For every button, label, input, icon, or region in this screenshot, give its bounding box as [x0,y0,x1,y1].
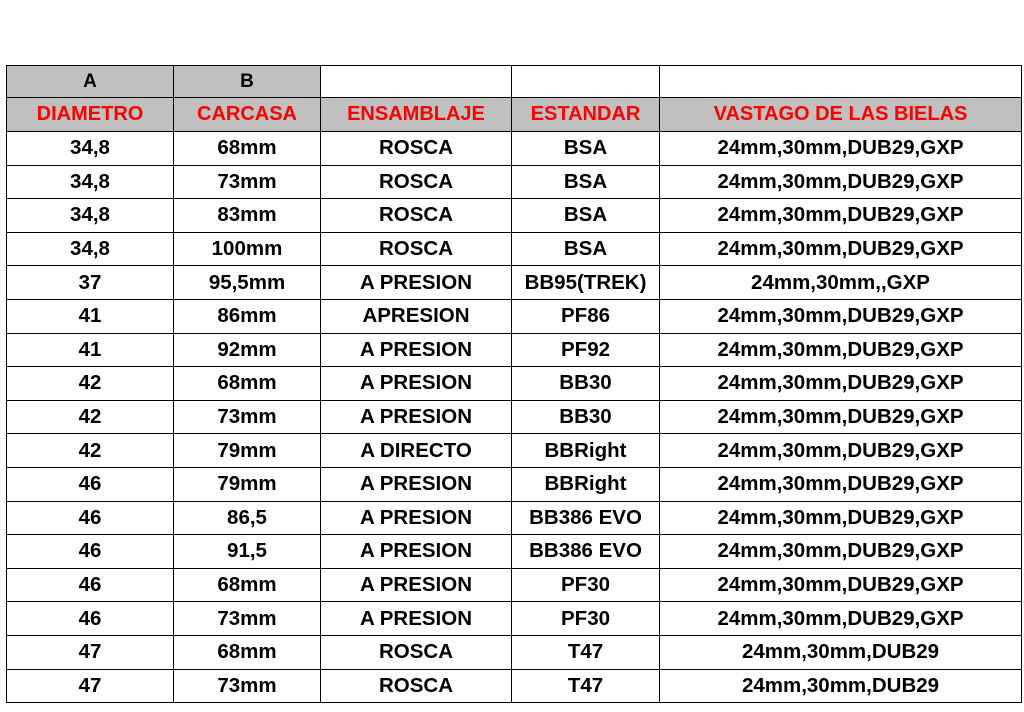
ensamblaje-cell: ROSCA [321,132,512,166]
ensamblaje-cell: A PRESION [321,467,512,501]
table-row [7,467,1022,501]
estandar-cell: BSA [512,199,660,233]
ensamblaje-cell: ROSCA [321,635,512,669]
carcasa-cell: 86,5 [174,501,321,535]
carcasa-cell: 83mm [174,199,321,233]
diametro-cell: 34,8 [7,199,174,233]
diametro-cell: 41 [7,299,174,333]
carcasa-cell: 79mm [174,467,321,501]
carcasa-cell: 68mm [174,132,321,166]
table-row [7,266,1022,300]
table-row [7,199,1022,233]
table-body [7,132,1022,703]
ensamblaje-cell: A PRESION [321,501,512,535]
carcasa-cell: 79mm [174,434,321,468]
vastago-cell: 24mm,30mm,,GXP [660,266,1022,300]
bottom-bracket-table [6,65,1022,703]
vastago-cell: 24mm,30mm,DUB29,GXP [660,333,1022,367]
table-row [7,669,1022,703]
diametro-cell: 41 [7,333,174,367]
diametro-cell: 47 [7,635,174,669]
diametro-cell: 46 [7,501,174,535]
ensamblaje-cell: APRESION [321,299,512,333]
carcasa-cell: 73mm [174,669,321,703]
ensamblaje-cell: A PRESION [321,400,512,434]
carcasa-cell: 73mm [174,602,321,636]
vastago-cell: 24mm,30mm,DUB29,GXP [660,568,1022,602]
estandar-cell: T47 [512,669,660,703]
table-row [7,400,1022,434]
diametro-cell: 46 [7,568,174,602]
table-row [7,635,1022,669]
diametro-cell: 46 [7,602,174,636]
header-estandar: ESTANDAR [512,98,660,132]
diametro-cell: 37 [7,266,174,300]
diametro-cell: 42 [7,400,174,434]
ensamblaje-cell: ROSCA [321,232,512,266]
table-row [7,232,1022,266]
estandar-cell: PF30 [512,568,660,602]
table-row [7,165,1022,199]
diametro-cell: 34,8 [7,165,174,199]
column-letter-row [7,66,1022,98]
ensamblaje-cell: ROSCA [321,669,512,703]
column-letter-b: B [174,66,321,98]
vastago-cell: 24mm,30mm,DUB29 [660,669,1022,703]
column-letter-blank [660,66,1022,98]
table-row [7,299,1022,333]
vastago-cell: 24mm,30mm,DUB29,GXP [660,535,1022,569]
vastago-cell: 24mm,30mm,DUB29,GXP [660,367,1022,401]
ensamblaje-cell: A DIRECTO [321,434,512,468]
column-letter-blank [321,66,512,98]
estandar-cell: PF30 [512,602,660,636]
estandar-cell: BB95(TREK) [512,266,660,300]
vastago-cell: 24mm,30mm,DUB29,GXP [660,299,1022,333]
ensamblaje-cell: A PRESION [321,602,512,636]
ensamblaje-cell: A PRESION [321,266,512,300]
carcasa-cell: 73mm [174,165,321,199]
ensamblaje-cell: A PRESION [321,367,512,401]
diametro-cell: 46 [7,535,174,569]
vastago-cell: 24mm,30mm,DUB29,GXP [660,199,1022,233]
ensamblaje-cell: ROSCA [321,165,512,199]
estandar-cell: BSA [512,165,660,199]
carcasa-cell: 92mm [174,333,321,367]
diametro-cell: 46 [7,467,174,501]
header-carcasa: CARCASA [174,98,321,132]
header-row [7,98,1022,132]
estandar-cell: BB386 EVO [512,501,660,535]
diametro-cell: 42 [7,434,174,468]
carcasa-cell: 86mm [174,299,321,333]
estandar-cell: BB30 [512,400,660,434]
carcasa-cell: 95,5mm [174,266,321,300]
table-row [7,602,1022,636]
ensamblaje-cell: ROSCA [321,199,512,233]
table-row [7,132,1022,166]
ensamblaje-cell: A PRESION [321,535,512,569]
estandar-cell: BB30 [512,367,660,401]
vastago-cell: 24mm,30mm,DUB29,GXP [660,434,1022,468]
table-row [7,501,1022,535]
vastago-cell: 24mm,30mm,DUB29,GXP [660,400,1022,434]
vastago-cell: 24mm,30mm,DUB29,GXP [660,602,1022,636]
carcasa-cell: 68mm [174,367,321,401]
column-letter-blank [512,66,660,98]
ensamblaje-cell: A PRESION [321,568,512,602]
table-row [7,434,1022,468]
carcasa-cell: 91,5 [174,535,321,569]
estandar-cell: BSA [512,232,660,266]
carcasa-cell: 68mm [174,635,321,669]
vastago-cell: 24mm,30mm,DUB29,GXP [660,232,1022,266]
estandar-cell: BSA [512,132,660,166]
carcasa-cell: 73mm [174,400,321,434]
carcasa-cell: 68mm [174,568,321,602]
estandar-cell: BB386 EVO [512,535,660,569]
vastago-cell: 24mm,30mm,DUB29 [660,635,1022,669]
header-ensamblaje: ENSAMBLAJE [321,98,512,132]
header-vastago: VASTAGO DE LAS BIELAS [660,98,1022,132]
table-row [7,367,1022,401]
table-row [7,535,1022,569]
carcasa-cell: 100mm [174,232,321,266]
header-diametro: DIAMETRO [7,98,174,132]
vastago-cell: 24mm,30mm,DUB29,GXP [660,467,1022,501]
vastago-cell: 24mm,30mm,DUB29,GXP [660,165,1022,199]
diametro-cell: 42 [7,367,174,401]
vastago-cell: 24mm,30mm,DUB29,GXP [660,132,1022,166]
column-letter-a: A [7,66,174,98]
table-row [7,568,1022,602]
estandar-cell: BBRight [512,434,660,468]
estandar-cell: T47 [512,635,660,669]
table-row [7,333,1022,367]
vastago-cell: 24mm,30mm,DUB29,GXP [660,501,1022,535]
estandar-cell: PF92 [512,333,660,367]
diametro-cell: 34,8 [7,132,174,166]
estandar-cell: BBRight [512,467,660,501]
diametro-cell: 47 [7,669,174,703]
diametro-cell: 34,8 [7,232,174,266]
ensamblaje-cell: A PRESION [321,333,512,367]
estandar-cell: PF86 [512,299,660,333]
